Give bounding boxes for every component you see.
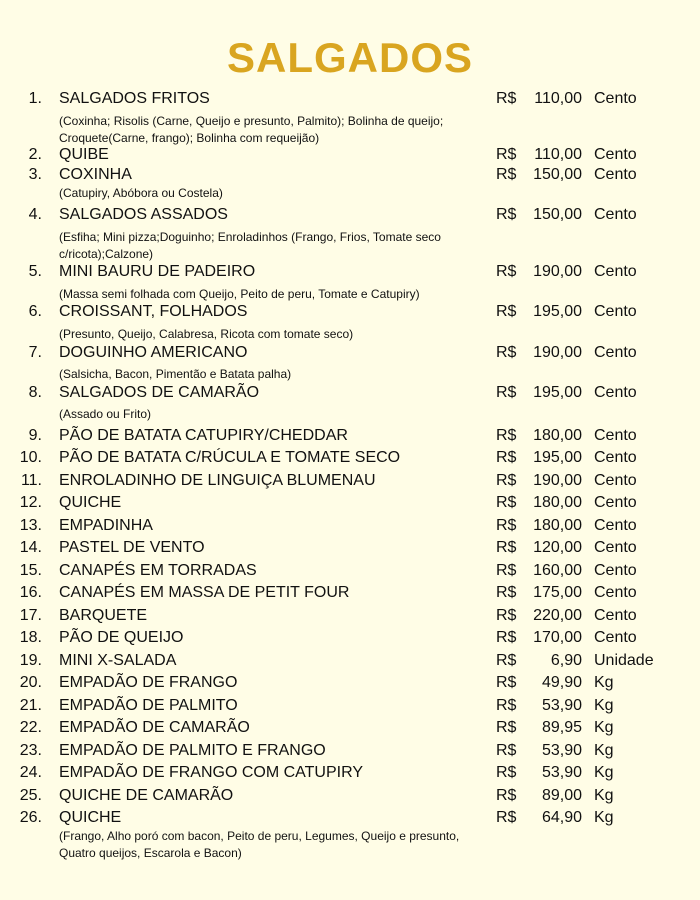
item-name: CANAPÉS EM MASSA DE PETIT FOUR [59,584,350,601]
item-unit: Cento [594,539,637,556]
item-price: 220,00 [533,607,582,624]
item-price: 150,00 [533,206,582,223]
item-name: PASTEL DE VENTO [59,539,205,556]
item-number: 24. [19,764,42,781]
item-unit: Cento [594,344,637,361]
menu-item [0,741,700,761]
item-price: 180,00 [533,494,582,511]
item-unit: Cento [594,607,637,624]
item-name: DOGUINHO AMERICANO [59,344,248,361]
item-number: 5. [28,263,42,280]
item-price: 53,90 [541,697,582,714]
item-name: COXINHA [59,166,132,183]
menu-item [0,343,700,363]
menu-item [0,786,700,806]
item-unit: Kg [594,787,614,804]
item-currency: R$ [496,742,517,759]
item-currency: R$ [496,764,517,781]
item-name: EMPADÃO DE PALMITO E FRANGO [59,742,326,759]
item-name: QUICHE DE CAMARÃO [59,787,234,804]
menu-item [0,651,700,671]
item-description: (Assado ou Frito) [59,407,152,421]
item-number: 23. [19,742,42,759]
item-price: 160,00 [533,562,582,579]
item-unit: Unidade [594,652,654,669]
item-price: 195,00 [533,303,582,320]
item-currency: R$ [496,607,517,624]
item-currency: R$ [496,263,517,280]
item-number: 4. [28,206,42,223]
item-name: ENROLADINHO DE LINGUIÇA BLUMENAU [59,472,376,489]
item-name: BARQUETE [59,607,148,624]
menu-item [0,538,700,558]
page-title: SALGADOS [226,34,473,81]
menu-item [0,516,700,536]
item-unit: Cento [594,384,637,401]
item-price: 89,00 [541,787,582,804]
item-unit: Kg [594,764,614,781]
item-currency: R$ [496,494,517,511]
menu-item [0,165,700,185]
item-currency: R$ [496,562,517,579]
item-description: (Frango, Alho poró com bacon, Peito de peru, Legumes, Queijo e presunto, Quatro queijos, Escarola e Bacon) [59,829,460,860]
item-name: PÃO DE BATATA C/RÚCULA E TOMATE SECO [59,449,401,466]
item-currency: R$ [496,146,517,163]
item-name: EMPADÃO DE PALMITO [59,697,238,714]
menu-item [0,561,700,581]
item-price: 110,00 [534,146,582,163]
item-price: 53,90 [541,764,582,781]
menu-item [0,583,700,603]
item-price: 49,90 [541,674,582,691]
item-price: 195,00 [533,384,582,401]
item-number: 1. [28,90,42,107]
item-unit: Cento [594,90,637,107]
menu-item [0,448,700,468]
item-description: (Catupiry, Abóbora ou Costela) [59,186,223,200]
item-unit: Kg [594,697,614,714]
item-name: MINI X-SALADA [59,652,177,669]
item-unit: Cento [594,472,637,489]
item-name: EMPADINHA [59,517,153,534]
menu-item [0,302,700,322]
item-unit: Cento [594,517,637,534]
item-price: 170,00 [533,629,582,646]
item-description: (Coxinha; Risolis (Carne, Queijo e presunto, Palmito); Bolinha de queijo; Croquete(Carne, frango); Bolinha com requeijão) [59,114,444,145]
menu-item [0,718,700,738]
item-number: 26. [19,809,42,826]
item-unit: Kg [594,809,614,826]
item-price: 175,00 [533,584,582,601]
item-currency: R$ [496,206,517,223]
item-currency: R$ [496,449,517,466]
item-name: PÃO DE BATATA CATUPIRY/CHEDDAR [59,427,348,444]
item-name: CROISSANT, FOLHADOS [59,303,248,320]
item-unit: Cento [594,427,637,444]
item-currency: R$ [496,652,517,669]
item-price: 150,00 [533,166,582,183]
item-currency: R$ [496,719,517,736]
item-currency: R$ [496,166,517,183]
item-description: (Esfiha; Mini pizza;Doguinho; Enroladinhos (Frango, Frios, Tomate seco c/ricota);Calzone) [59,230,441,261]
item-name: QUIBE [59,146,109,163]
item-number: 14. [19,539,42,556]
item-currency: R$ [496,427,517,444]
menu-item [0,673,700,693]
item-currency: R$ [496,629,517,646]
item-price: 110,00 [534,90,582,107]
item-price: 89,95 [541,719,582,736]
item-unit: Cento [594,629,637,646]
item-name: SALGADOS DE CAMARÃO [59,384,260,401]
menu-item [0,89,700,109]
item-unit: Cento [594,562,637,579]
item-number: 13. [19,517,42,534]
item-currency: R$ [496,809,517,826]
item-currency: R$ [496,384,517,401]
item-currency: R$ [496,517,517,534]
item-name: CANAPÉS EM TORRADAS [59,562,257,579]
item-name: SALGADOS ASSADOS [59,206,228,223]
item-price: 190,00 [533,472,582,489]
item-unit: Cento [594,494,637,511]
item-description: (Salsicha, Bacon, Pimentão e Batata palha) [59,367,292,381]
item-unit: Cento [594,206,637,223]
item-currency: R$ [496,697,517,714]
item-price: 180,00 [533,427,582,444]
item-number: 22. [19,719,42,736]
item-unit: Cento [594,263,637,280]
item-unit: Cento [594,449,637,466]
item-unit: Kg [594,674,614,691]
item-name: QUICHE [59,809,122,826]
item-name: EMPADÃO DE FRANGO COM CATUPIRY [59,764,364,781]
item-number: 2. [28,146,42,163]
item-price: 6,90 [550,652,582,669]
item-currency: R$ [496,584,517,601]
item-unit: Cento [594,584,637,601]
item-currency: R$ [496,472,517,489]
item-name: SALGADOS FRITOS [59,90,210,107]
item-number: 6. [28,303,42,320]
item-unit: Cento [594,166,637,183]
menu-item [0,696,700,716]
menu-item [0,262,700,282]
item-price: 120,00 [533,539,582,556]
item-unit: Cento [594,303,637,320]
menu-item [0,426,700,446]
item-number: 20. [19,674,42,691]
item-price: 195,00 [533,449,582,466]
menu-item [0,808,700,828]
menu-item [0,383,700,403]
item-number: 15. [19,562,42,579]
item-description: (Massa semi folhada com Queijo, Peito de peru, Tomate e Catupiry) [59,287,420,301]
item-name: EMPADÃO DE CAMARÃO [59,719,250,736]
menu-item [0,145,700,165]
item-number: 3. [28,166,42,183]
item-currency: R$ [496,539,517,556]
item-unit: Cento [594,146,637,163]
item-price: 53,90 [541,742,582,759]
item-number: 16. [19,584,42,601]
menu-item [0,763,700,783]
item-price: 180,00 [533,517,582,534]
item-number: 18. [19,629,42,646]
item-number: 8. [28,384,42,401]
item-name: EMPADÃO DE FRANGO [59,674,238,691]
menu-item [0,606,700,626]
item-currency: R$ [496,303,517,320]
item-description: (Presunto, Queijo, Calabresa, Ricota com tomate seco) [59,327,354,341]
item-number: 10. [19,449,42,466]
menu-item [0,628,700,648]
menu-item [0,493,700,513]
item-number: 11. [20,472,42,489]
item-currency: R$ [496,344,517,361]
item-price: 190,00 [533,344,582,361]
item-number: 21. [19,697,42,714]
item-number: 19. [19,652,42,669]
item-number: 9. [28,427,42,444]
item-currency: R$ [496,787,517,804]
item-unit: Kg [594,719,614,736]
item-currency: R$ [496,674,517,691]
item-unit: Kg [594,742,614,759]
item-number: 17. [19,607,42,624]
item-name: QUICHE [59,494,122,511]
item-name: PÃO DE QUEIJO [59,629,184,646]
item-number: 12. [19,494,42,511]
menu-item [0,471,700,491]
item-price: 190,00 [533,263,582,280]
item-number: 25. [19,787,42,804]
menu-item [0,205,700,225]
item-price: 64,90 [541,809,582,826]
item-name: MINI BAURU DE PADEIRO [59,263,256,280]
item-currency: R$ [496,90,517,107]
item-number: 7. [28,344,42,361]
